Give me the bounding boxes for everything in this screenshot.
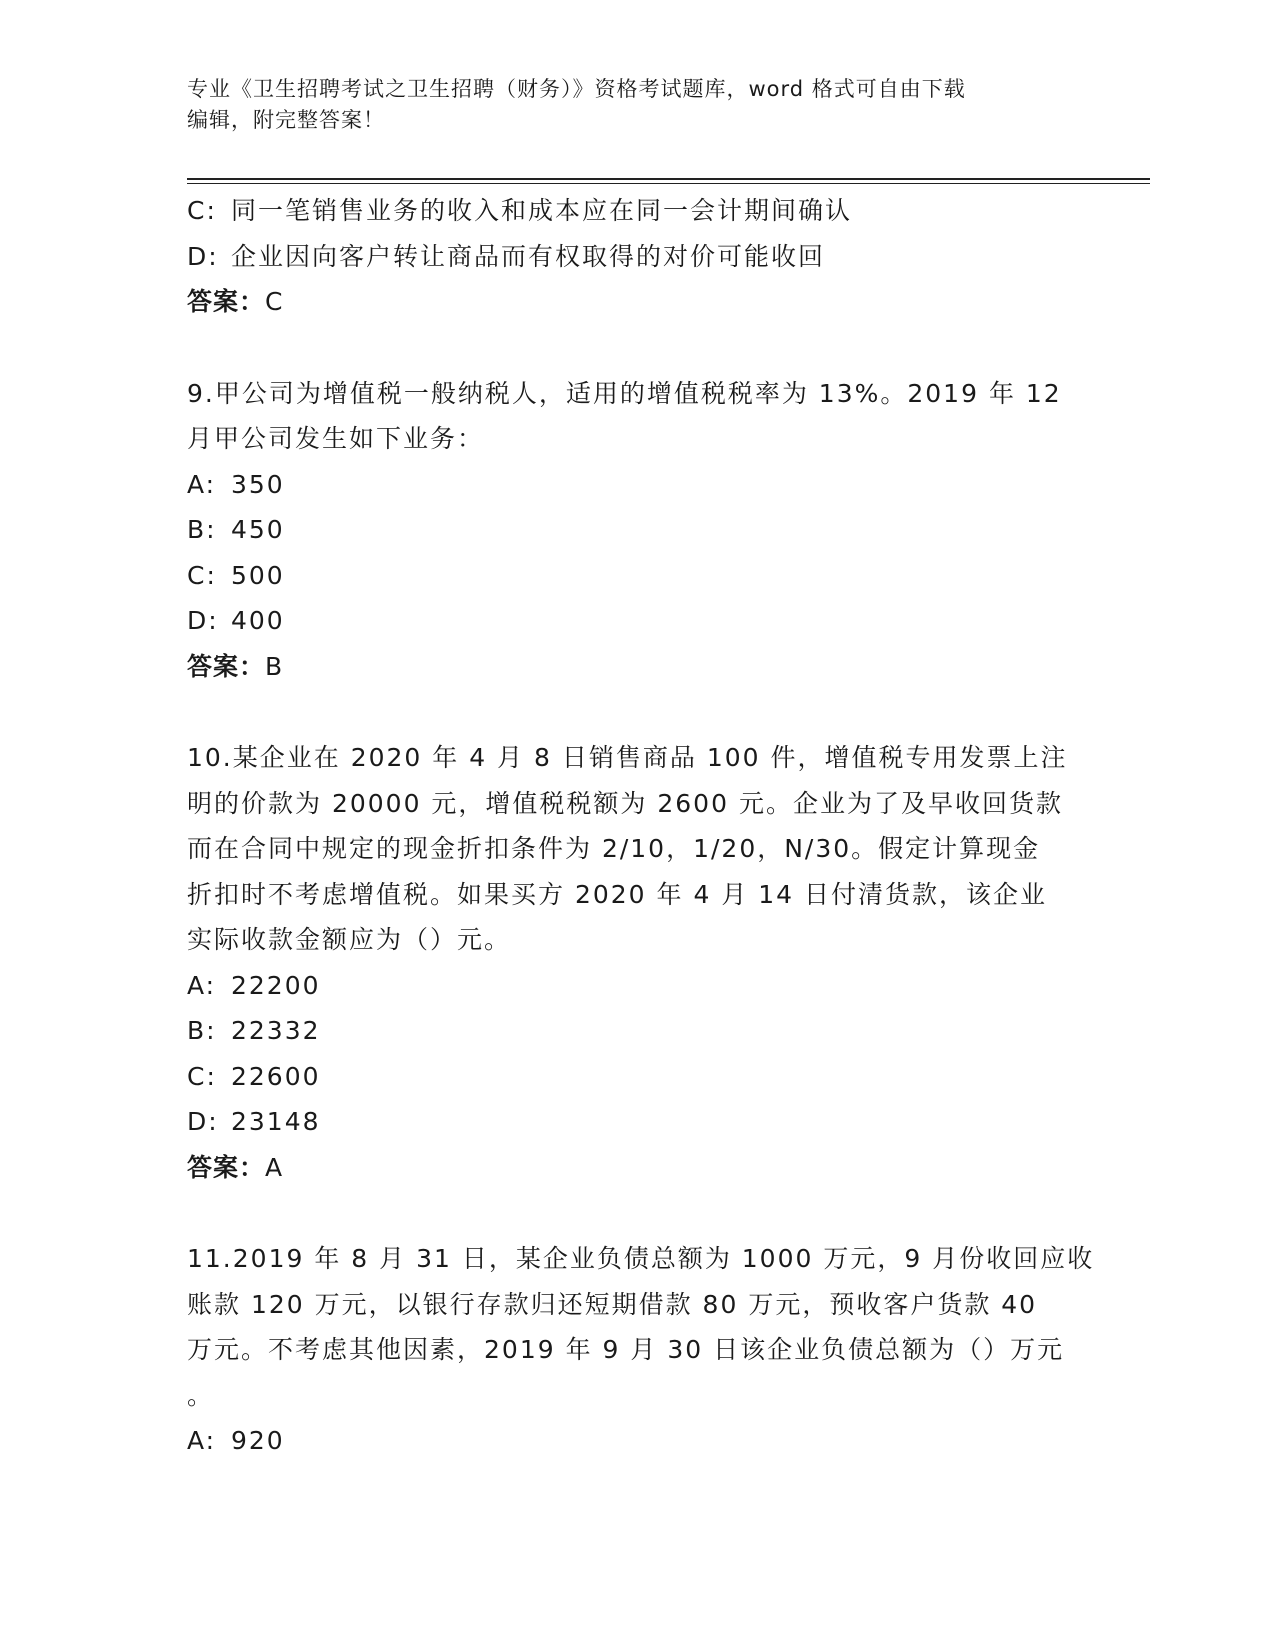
option-key: C: bbox=[187, 1061, 217, 1091]
option-key: A: bbox=[187, 970, 217, 1000]
option-key: D: bbox=[187, 241, 219, 271]
question-8 bbox=[187, 188, 1087, 325]
option-a bbox=[187, 963, 1087, 1009]
header-line-1: 专业《卫生招聘考试之卫生招聘（财务）》资格考试题库，word 格式可自由下载 bbox=[187, 77, 966, 101]
option-text: 920 bbox=[231, 1426, 285, 1455]
option-text: 企业因向客户转让商品而有权取得的对价可能收回 bbox=[231, 241, 826, 271]
question-9 bbox=[187, 371, 1087, 690]
option-text: 22332 bbox=[231, 1016, 321, 1045]
option-text: 同一笔销售业务的收入和成本应在同一会计期间确认 bbox=[231, 196, 853, 225]
answer-value: A bbox=[265, 1152, 285, 1182]
option-c bbox=[187, 188, 1087, 234]
option-d bbox=[187, 234, 1087, 280]
option-key: B: bbox=[187, 1016, 217, 1045]
option-text: 450 bbox=[231, 515, 285, 544]
option-text: 400 bbox=[231, 606, 285, 635]
question-stem-line: 明的价款为 20000 元，增值税税额为 2600 元。企业为了及早收回货款 bbox=[187, 788, 1063, 818]
answer-line bbox=[187, 1145, 1087, 1191]
option-key: A: bbox=[187, 1426, 217, 1455]
answer-value: B bbox=[265, 651, 285, 681]
option-key: C: bbox=[187, 196, 217, 225]
option-key: D: bbox=[187, 606, 219, 635]
option-text: 22200 bbox=[231, 970, 321, 1000]
option-text: 500 bbox=[231, 560, 285, 590]
option-key: B: bbox=[187, 515, 217, 544]
spacer bbox=[187, 1190, 1087, 1236]
option-c bbox=[187, 553, 1087, 599]
option-b bbox=[187, 1008, 1087, 1054]
question-11 bbox=[187, 1236, 1095, 1464]
option-b bbox=[187, 507, 1087, 553]
option-text: 350 bbox=[231, 469, 285, 499]
question-stem-line: 而在合同中规定的现金折扣条件为 2/10，1/20，N/30。假定计算现金 bbox=[187, 834, 1041, 863]
question-10 bbox=[187, 735, 1087, 1190]
option-a bbox=[187, 462, 1087, 508]
answer-label: 答案： bbox=[187, 287, 266, 316]
answer-label: 答案： bbox=[187, 1152, 266, 1182]
option-d bbox=[187, 1099, 1087, 1145]
option-c bbox=[187, 1054, 1087, 1100]
question-stem-line: 月甲公司发生如下业务： bbox=[187, 424, 485, 453]
question-stem-line: 9.甲公司为增值税一般纳税人，适用的增值税税率为 13%。2019 年 12 bbox=[187, 378, 1062, 408]
spacer bbox=[187, 689, 1087, 735]
answer-line bbox=[187, 279, 1087, 325]
option-text: 23148 bbox=[231, 1107, 321, 1136]
option-key: D: bbox=[187, 1107, 219, 1136]
spacer bbox=[187, 325, 1087, 371]
answer-label: 答案： bbox=[187, 651, 266, 681]
question-stem-line: 万元。不考虑其他因素，2019 年 9 月 30 日该企业负债总额为（）万元 bbox=[187, 1335, 1065, 1364]
header-rule-thick bbox=[187, 178, 1150, 180]
document-header bbox=[187, 74, 1067, 136]
question-list bbox=[187, 188, 1095, 1464]
answer-value: C bbox=[265, 287, 285, 316]
option-text: 22600 bbox=[231, 1061, 321, 1091]
question-stem-line: 。 bbox=[187, 1380, 215, 1410]
header-line-2: 编辑，附完整答案！ bbox=[187, 108, 385, 132]
question-stem-line: 10.某企业在 2020 年 4 月 8 日销售商品 100 件，增值税专用发票上注 bbox=[187, 743, 1068, 772]
option-key: C: bbox=[187, 560, 217, 590]
question-stem-line: 11.2019 年 8 月 31 日，某企业负债总额为 1000 万元，9 月份收回应收 bbox=[187, 1244, 1095, 1273]
question-stem-line: 折扣时不考虑增值税。如果买方 2020 年 4 月 14 日付清货款，该企业 bbox=[187, 879, 1048, 909]
option-d bbox=[187, 598, 1087, 644]
option-key: A: bbox=[187, 469, 217, 499]
question-stem-line: 实际收款金额应为（）元。 bbox=[187, 925, 512, 954]
header-rule-thin bbox=[187, 183, 1150, 184]
option-a bbox=[187, 1418, 1087, 1464]
answer-line bbox=[187, 644, 1087, 690]
question-stem-line: 账款 120 万元，以银行存款归还短期借款 80 万元，预收客户货款 40 bbox=[187, 1289, 1038, 1319]
